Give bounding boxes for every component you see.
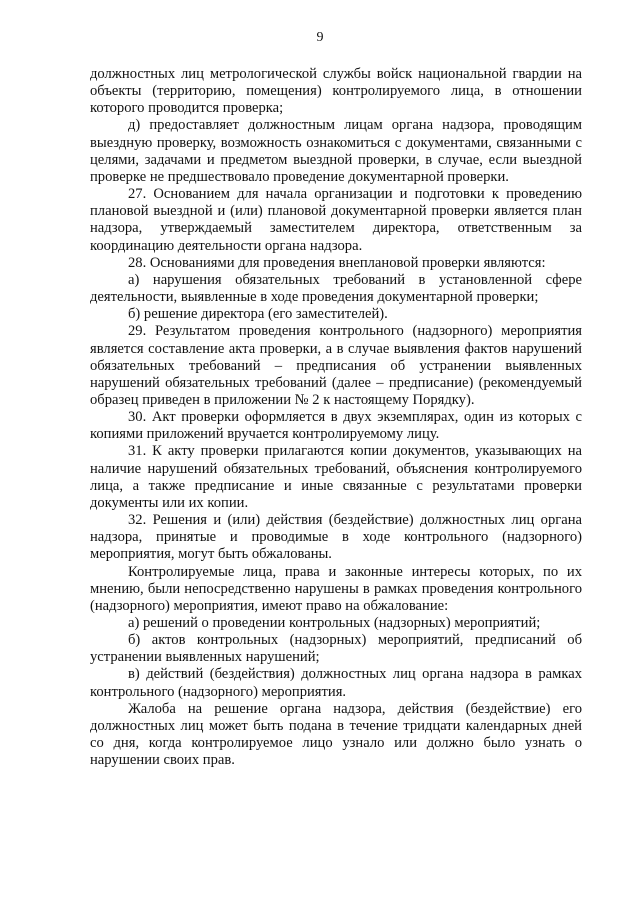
paragraph-27: 27. Основанием для начала организации и подготовки к проведению плановой выездной и (или) плановой документарной проверки является план надзора, утверждаемый заместителем директора, ответственным за координацию деятельности органа надзора.: [90, 186, 582, 254]
page-number: 9: [316, 30, 324, 45]
paragraph-appeal-a: а) решений о проведении контрольных (надзорных) мероприятий;: [128, 615, 541, 631]
paragraph-30: 30. Акт проверки оформляется в двух экземплярах, один из которых с копиями приложений вручается контролируемому лицу.: [90, 409, 582, 443]
document-body: [90, 66, 582, 769]
paragraph-complaint: Жалоба на решение органа надзора, действия (бездействие) его должностных лиц может быть подана в течение тридцати календарных дней со дня, когда контролируемое лицо узнало или должно было узнать о нарушении своих прав.: [90, 700, 582, 769]
paragraph-appeal-c: в) действий (бездействия) должностных лиц органа надзора в рамках контрольного (надзорного) мероприятия.: [90, 666, 582, 700]
paragraph-29: 29. Результатом проведения контрольного (надзорного) мероприятия является составление акта проверки, а в случае выявления фактов нарушений обязательных требований – предписания об устранении выявленных нарушений обязательных требований (далее – предписание) (рекомендуемый образец приведен в приложении № 2 к настоящему Порядку).: [90, 323, 582, 408]
paragraph-28-b: б) решение директора (его заместителей).: [128, 306, 388, 323]
paragraph-32: 32. Решения и (или) действия (бездействие) должностных лиц органа надзора, принятые и проводимые в ходе контрольного (надзорного) мероприятия, могут быть обжалованы.: [90, 512, 582, 563]
paragraph-31: 31. К акту проверки прилагаются копии документов, указывающих на наличие нарушений обязательных требований, объяснения контролируемого лица, а также предписание и иные связанные с результатами проверки документы или их копии.: [90, 443, 582, 511]
paragraph-28: 28. Основаниями для проведения внеплановой проверки являются:: [128, 254, 546, 271]
paragraph-28-a: а) нарушения обязательных требований в установленной сфере деятельности, выявленные в ходе проведения документарной проверки;: [90, 271, 582, 306]
paragraph-appeal-b: б) актов контрольных (надзорных) мероприятий, предписаний об устранении выявленных нарушений;: [90, 632, 582, 666]
paragraph-item-d: д) предоставляет должностным лицам органа надзора, проводящим выездную проверку, возможность ознакомиться с документами, связанными с целями, задачами и предметом выездной проверки, в случае, если выездной проверке не предшествовало проведение документарной проверки.: [90, 117, 582, 185]
paragraph-continuation: должностных лиц метрологической службы войск национальной гвардии на объекты (территорию, помещения) контролируемого лица, в отношении которого проводится проверка;: [90, 66, 582, 117]
paragraph-appeal-rights: Контролируемые лица, права и законные интересы которых, по их мнению, были непосредственно нарушены в рамках проведения контрольного (надзорного) мероприятия, имеют право на обжалование:: [90, 563, 582, 614]
